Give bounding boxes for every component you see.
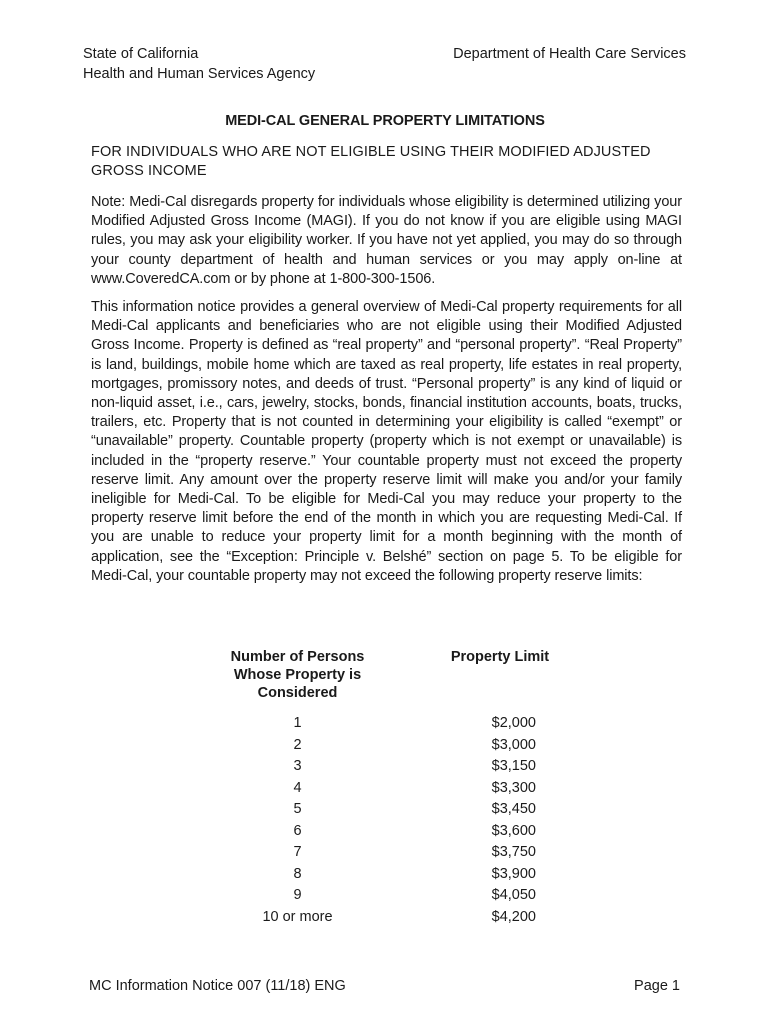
table-cell-persons: 6 [293,822,302,839]
table-cell-limit: $4,200 [491,908,536,925]
header-state: State of California [83,46,199,62]
table-cell-limit: $3,150 [491,758,536,774]
table-cell-persons: 3 [293,758,302,774]
table-cell-limit: $4,050 [491,887,536,903]
limit-column [440,713,536,928]
table-cell-persons: 1 [293,715,302,731]
table-cell-limit: $2,000 [491,715,536,731]
table-cell-persons: 10 or more [262,908,333,925]
document-title: MEDI-CAL GENERAL PROPERTY LIMITATIONS [225,113,545,129]
table-cell-limit: $3,900 [491,865,536,882]
table-cell-limit: $3,300 [491,779,536,796]
header-agency [83,44,315,84]
persons-column [200,713,395,928]
table-cell-limit: $3,450 [491,801,536,817]
column-header-persons-line3: Considered [257,685,338,701]
column-header-persons-line2: Whose Property is [233,667,362,683]
header-agency-name: Health and Human Services Agency [83,66,316,82]
table-cell-persons: 9 [293,887,302,903]
table-cell-persons: 8 [293,865,302,882]
footer-page-number: Page 1 [634,978,680,994]
note-paragraph: Note: Medi-Cal disregards property for individuals whose eligibility is determined utilizing your Modified Adjusted Gross Income (MAGI). If you do not know if you are eligible using MAGI rules, you may ask your eligibility worker. If you have not yet applied, you may do so through your county department of health and human services or you may apply on-line at www.CoveredCA.com or by phone at 1-800-300-1506. [91,194,682,287]
column-header-persons [200,648,395,702]
footer-notice-id: MC Information Notice 007 (11/18) ENG [89,978,346,994]
table-cell-persons: 4 [293,779,302,796]
column-header-persons-line1: Number of Persons [230,649,365,665]
header-department: Department of Health Care Services [453,46,686,62]
table-cell-limit: $3,750 [491,844,536,860]
document-subtitle: FOR INDIVIDUALS WHO ARE NOT ELIGIBLE USING THEIR MODIFIED ADJUSTED GROSS INCOME [91,144,651,180]
table-cell-limit: $3,000 [491,736,536,753]
table-cell-persons: 5 [293,801,302,817]
table-cell-persons: 7 [293,844,302,860]
table-cell-persons: 2 [293,736,302,753]
overview-paragraph: This information notice provides a general overview of Medi-Cal property requirements for all Medi-Cal applicants and beneficiaries who are not eligible using their Modified Adjusted Gross Income. Property is defined as “real property” and “personal property”. “Real Property” is land, buildings, mobile home which are taxed as real property, life estates in real property, mortgages, promissory notes, and deeds of trust. “Personal property” is any kind of liquid or non-liquid asset, i.e., cars, jewelry, stocks, bonds, financial institution accounts, boats, trucks, trailers, etc. Property that is not counted in determining your eligibility is called “exempt” or “unavailable” property. Countable property (property which is not exempt or unavailable) is included in the “property reserve.” Your countable property must not exceed the property reserve limit. Any amount over the property reserve limit will make you and/or your family ineligible for Medi-Cal. To be eligible for Medi-Cal you may reduce your property to the property reserve limit before the end of the month in which you are requesting Medi-Cal. If you are unable to reduce your property limit for a month beginning with the month of application, see the “Exception: Principle v. Belshé” section on page 5. To be eligible for Medi-Cal, your countable property may not exceed the following property reserve limits: [91,299,682,584]
table-cell-limit: $3,600 [491,822,536,839]
column-header-limit: Property Limit [450,649,550,665]
